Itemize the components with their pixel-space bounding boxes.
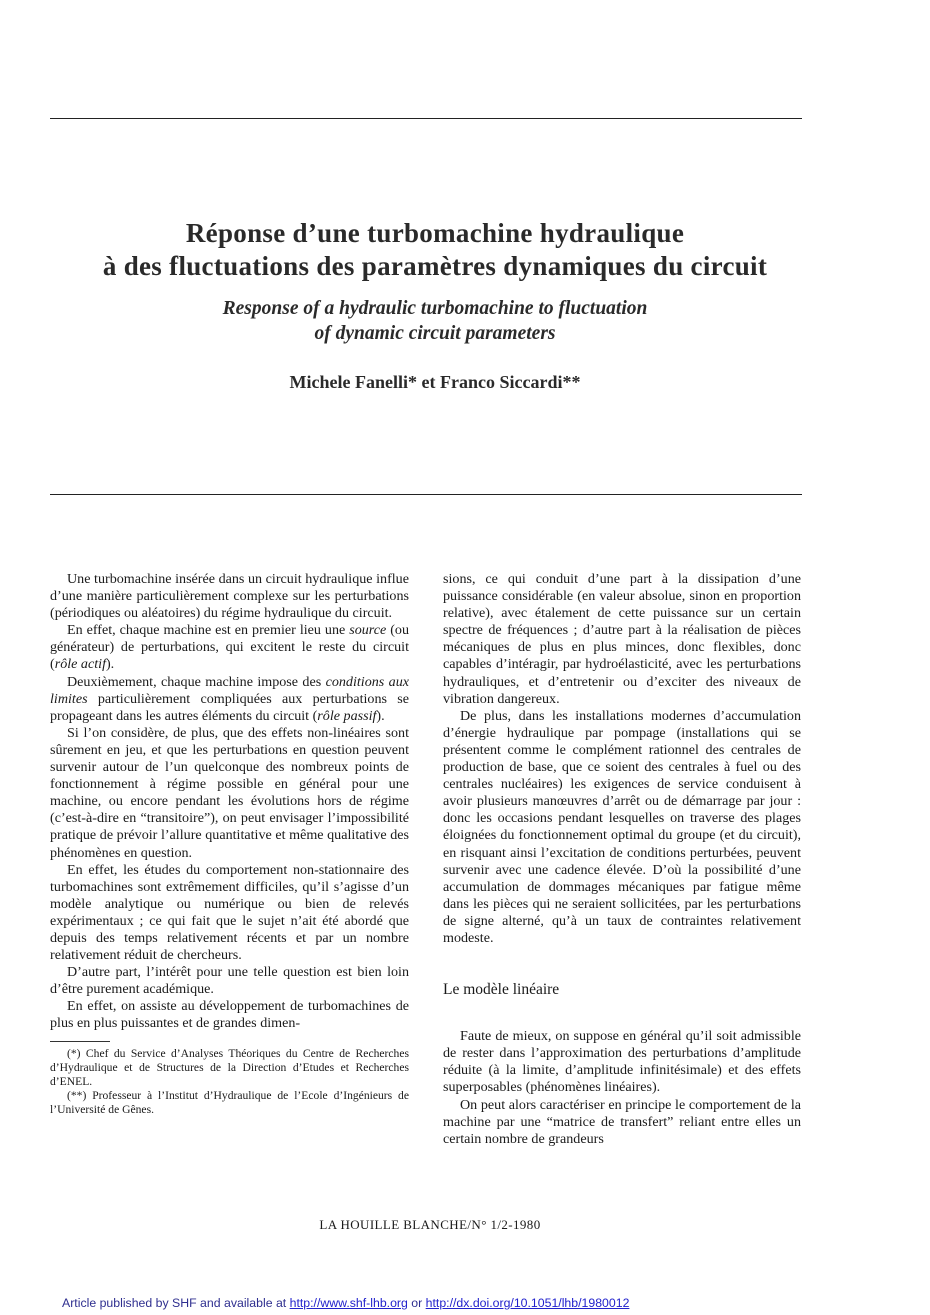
french-title-line-2: à des fluctuations des paramètres dynamiques du circuit <box>102 251 768 281</box>
paragraph: Deuxièmement, chaque machine impose des conditions aux limites particulièrement compliquées aux perturbations se propageant dans les autres éléments du circuit (rôle passif). <box>50 673 409 724</box>
paragraph: En effet, les études du comportement non-stationnaire des turbomachines sont extrêmement difficiles, qu’il s’agisse d’un modèle analytique ou numérique ou bien de relevés expérimentaux ; ce qui fait que le sujet n’ait été abordé que depuis des temps relativement récents et par un nombre relativement réduit de chercheurs. <box>50 861 409 964</box>
header-bottom-rule <box>50 494 802 495</box>
paragraph: Si l’on considère, de plus, que des effets non-linéaires sont sûrement en jeu, et que les perturbations en question peuvent survenir autour de l’un quelconque des nombreux points de fonctionnement à régime possible en général pour une machine, ou encore pendant les évolutions hors de régime (c’est-à-dire en “transitoire”), on peut envisager l’impossibilité pratique de prévoir l’allure quantitative et même qualitative des phénomènes en question. <box>50 724 409 861</box>
english-title-line-2: of dynamic circuit parameters <box>314 323 556 344</box>
left-column <box>50 571 409 1118</box>
paragraph: Une turbomachine insérée dans un circuit hydraulique influe d’une manière particulièrement complexe sur les perturbations (périodiques ou aléatoires) du régime hydraulique du circuit. <box>50 571 409 622</box>
top-rule <box>50 118 802 119</box>
paragraph: sions, ce qui conduit d’une part à la dissipation d’une puissance considérable (en valeur absolue, sinon en proportion relative), avec étalement de cette puissance sur un certain spectre de fréquences ; d’autre part à la réalisation de pièces mécaniques de plus en plus minces, donc flexibles, donc capables d’intéragir, par hydroélasticité, avec les perturbations hydrauliques, et d’entretenir ou d’exciter des niveaux de vibration dangereux. <box>443 571 801 707</box>
french-title-line-1: Réponse d’une turbomachine hydraulique <box>185 218 685 248</box>
footnote-2: (**) Professeur à l’Institut d’Hydraulique de l’Ecole d’Ingénieurs de l’Université de Gênes. <box>50 1089 409 1117</box>
paragraph: D’autre part, l’intérêt pour une telle question est bien loin d’être purement académique. <box>50 964 409 998</box>
english-title <box>40 296 830 346</box>
section-heading: Le modèle linéaire <box>443 981 560 999</box>
right-column <box>443 571 801 1148</box>
authors: Michele Fanelli* et Franco Siccardi** <box>289 372 581 392</box>
shf-lhb-link[interactable]: http://www.shf-lhb.org <box>289 1296 408 1310</box>
paragraph: En effet, chaque machine est en premier lieu une source (ou générateur) de perturbations, qui excitent le reste du circuit (rôle actif). <box>50 622 410 673</box>
footnote-1: (*) Chef du Service d’Analyses Théoriques du Centre de Recherches d’Hydraulique et de Structures de la Direction d’Etudes et Recherches d’ENEL. <box>50 1046 409 1088</box>
paragraph: On peut alors caractériser en principe le comportement de la machine par une “matrice de transfert” reliant entre elles un certain nombre de grandeurs <box>443 1096 801 1147</box>
french-title <box>40 217 830 283</box>
doi-link[interactable]: http://dx.doi.org/10.1051/lhb/1980012 <box>425 1296 630 1310</box>
footnote-rule <box>50 1041 110 1042</box>
publication-notice-prefix: Article published by SHF and available at <box>62 1296 290 1310</box>
paragraph: En effet, on assiste au développement de turbomachines de plus en plus puissantes et de grandes dimen- <box>50 998 409 1032</box>
paragraph: De plus, dans les installations modernes d’accumulation d’énergie hydraulique par pompage (installations qui se présentent comme le complément rationnel des centrales de production de base, que ce soient des centrales à fuel ou des centrales nucléaires) les exigences de service conduisent à avoir plusieurs manœuvres d’arrêt ou de démarrage par jour : donc les occasions pendant lesquelles on traverse des plages éloignées du fonctionnement optimal du groupe (et du circuit), en risquant ainsi l’excitation de conditions perturbées, peuvent survenir avec une cadence élevée. D’où la possibilité d’une accumulation de dommages mécaniques par fatigue même dans les pièces qui ne seraient sollicitées, par les perturbations de signe alterné, qu’à un taux de contraintes relativement modeste. <box>443 707 801 946</box>
paragraph: Faute de mieux, on suppose en général qu’il soit admissible de rester dans l’approximation des perturbations d’amplitude réduite (à la limite, d’amplitude infinitésimale) et des effets superposables (phénomènes linéaires). <box>443 1028 801 1096</box>
publication-notice-middle: or <box>407 1296 426 1310</box>
english-title-line-1: Response of a hydraulic turbomachine to fluctuation <box>222 298 648 319</box>
journal-footer: LA HOUILLE BLANCHE/N° 1/2-1980 <box>319 1217 541 1232</box>
publication-notice <box>62 1296 629 1310</box>
